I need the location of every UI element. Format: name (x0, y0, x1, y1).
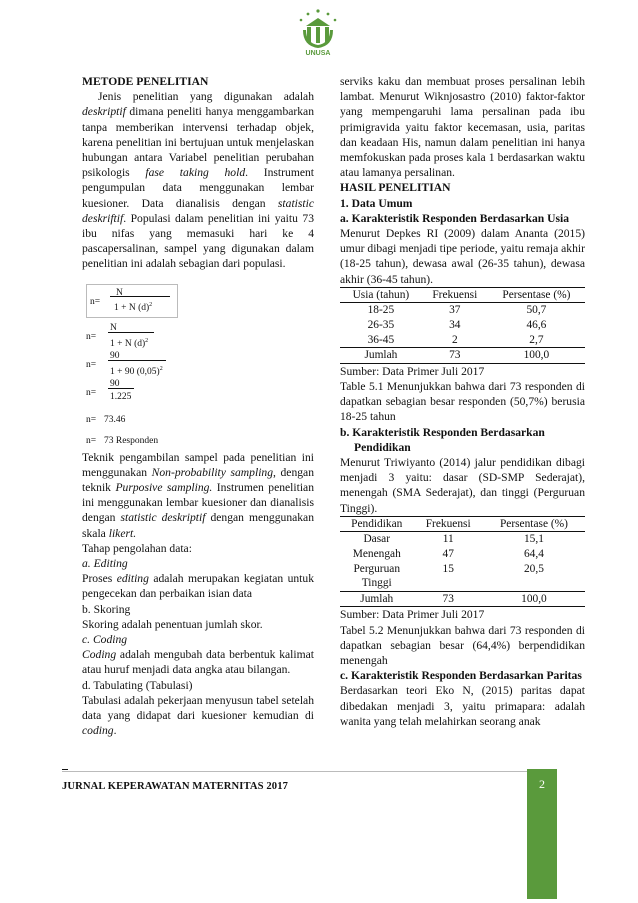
paritas-paragraph: Berdasarkan teori Eko N, (2015) paritas dapat dibedakan menjadi 3, yaitu primapara: adalah wanita yang telah melahirkan seorang anak (340, 684, 585, 728)
table-cell: 73 (449, 349, 461, 362)
step1-n-eq: n= (86, 331, 97, 342)
table-cell: 34 (449, 319, 461, 332)
skoring-paragraph: Skoring adalah penentuan jumlah skor. (82, 617, 263, 631)
sample-size-formula (82, 284, 314, 446)
table-pendidikan (340, 516, 585, 608)
table-row (340, 547, 585, 562)
subheading-pendidikan: b. Karakteristik Responden Berdasarkan Pendidikan (340, 425, 545, 454)
table-cell: Menengah (352, 548, 401, 561)
table-cell: 2,7 (529, 333, 544, 346)
subheading-usia: a. Karakteristik Responden Berdasarkan Usia (340, 211, 569, 225)
section-heading-hasil: HASIL PENELITIAN (340, 181, 451, 195)
tabulating-label: d. Tabulating (Tabulasi) (82, 678, 193, 692)
table-header: Frekuensi (432, 288, 478, 301)
table-cell: 46,6 (526, 319, 547, 332)
table-row (340, 303, 585, 318)
formula-n-eq: n= (90, 296, 101, 307)
step3-n-eq: n= (86, 387, 97, 398)
table-cell: 11 (442, 533, 454, 546)
step2-numerator: 90 (110, 350, 120, 361)
step4-value: 73.46 (104, 414, 126, 425)
page-number-box (527, 769, 557, 899)
method-paragraph: Jenis penelitian yang digunakan adalah deskriptif dimana peneliti hanya menggambarkan tanpa memberikan intervensi terhadap objek, karena penelitian ini bertujuan untuk menjelaskan hubungan antara Variabel penelitian perubahan psikologis fase taking hold. Instrument pengumpulan data menggunakan lembar kuesioner. Data dianalisis dengan statistic deskriftif. Populasi dalam penelitian ini yaitu 73 ibu nifas yang memasuki hari ke 4 pascapersalinan, sampel yang digunakan dalam penelitian ini adalah sebagian dari populasi. (82, 90, 314, 271)
table-header: Frekuensi (425, 517, 471, 530)
usia-paragraph: Menurut Depkes RI (2009) dalam Ananta (2015) umur dibagi menjadi tipe periode, yaitu remaja akhir (18-25 tahun), dewasa awal (26-35 tahun), dewasa akhir (36-45 tahun). (340, 227, 585, 286)
table-cell: Jumlah (364, 349, 398, 362)
tabulating-paragraph: Tabulasi adalah pekerjaan menyusun tabel setelah data yang didapat dari kuesioner kemudian di coding. (82, 693, 314, 738)
table-source: Sumber: Data Primer Juli 2017 (340, 608, 485, 622)
table-header: Pendidikan (351, 517, 403, 530)
subheading-paritas: c. Karakteristik Responden Berdasarkan Paritas (340, 669, 582, 683)
step1-numerator: N (110, 322, 117, 333)
table-header: Usia (tahun) (352, 288, 410, 301)
footer-tick (62, 769, 68, 770)
table-cell: 15,1 (523, 533, 544, 546)
table-cell: 15 (442, 562, 454, 575)
table-source: Sumber: Data Primer Juli 2017 (340, 364, 485, 378)
table-cell: 47 (442, 548, 454, 561)
page-number: 2 (539, 777, 545, 791)
step3-fraction-line (108, 388, 134, 389)
table-row (340, 318, 585, 333)
table-cell: 18-25 (367, 304, 395, 317)
table-cell: Dasar (363, 533, 391, 546)
footer-rule (62, 771, 527, 772)
formula-denominator-1: 1 + N $(d)^2$ (114, 301, 153, 313)
table-row (340, 562, 585, 592)
step3-numerator: 90 (110, 378, 120, 389)
table-cell: 26-35 (367, 319, 395, 332)
step1-denominator: 1 + N $(d)^2$ (110, 337, 149, 349)
table-cell: 73 (442, 592, 454, 605)
table-cell: 37 (449, 304, 461, 317)
step2-n-eq: n= (86, 359, 97, 370)
editing-paragraph: Proses editing adalah merupakan kegiatan untuk pengecekan dan perbaikan isian data (82, 572, 314, 601)
table-cell: 100,0 (521, 592, 547, 605)
table-cell: 100,0 (523, 349, 550, 362)
table-cell: 50,7 (526, 304, 547, 317)
step2-fraction-line (108, 360, 166, 361)
sampling-paragraph: Teknik pengambilan sampel pada penelitian ini menggunakan Non-probability sampling, dengan teknik Purposive sampling. Instrumen penelitian ini menggunakan lembar kuesioner dan dianalisis dengan statistic deskriptif dengan menggunakan skala likert. (82, 450, 314, 540)
table-row (340, 333, 585, 348)
step5-n-eq: n= (86, 435, 97, 446)
table-total-row (340, 348, 585, 364)
step5-value: 73 Responden (104, 435, 159, 446)
table-cell: 64,4 (523, 548, 544, 561)
step3-denominator: 1.225 (110, 391, 132, 402)
persalinan-paragraph: serviks kaku dan membuat proses persalinan lebih lambat. Menurut Wiknjosastro (2010) faktor-faktor yang mempengaruhi lama persalinan pada ibu primigravida yaitu faktor kecemasan, usia, paritas dan keadaan His, namun dalam penelitian ini hanya memfokuskan pada proses kala 1 berdasarkan waktu atau lamanya persalinan. (340, 75, 585, 180)
table-cell: 36-45 (367, 333, 395, 346)
table-total-row (340, 591, 585, 607)
coding-paragraph: Coding adalah mengubah data berbentuk kalimat atau huruf menjadi data angka atau bilangan. (82, 648, 314, 677)
table-cell: 2 (451, 333, 458, 346)
pendidikan-paragraph: Menurut Triwiyanto (2014) jalur pendidikan dibagi menjadi 3 yaitu: dasar (SD-SMP Sederajat), menengah (SMA Sederajat), dan tinggi (Perguruan Tinggi). (340, 456, 585, 515)
table-cell: Jumlah (360, 592, 394, 605)
formula-fraction-line (110, 296, 170, 297)
table1-description: Table 5.1 Menunjukkan bahwa dari 73 responden di dapatkan sebagian besar responden (50,7%) berusia 18-25 tahun (340, 380, 585, 424)
coding-label: c. Coding (82, 633, 128, 647)
table2-description: Tabel 5.2 Menunjukkan bahwa dari 73 responden di dapatkan sebagian besar (64,4%) berpendidikan menengah (340, 623, 585, 668)
step2-denominator: 1 + 90 $(0,05)^2$ (110, 365, 163, 377)
table-cell: 20,5 (523, 562, 544, 575)
table-usia (340, 287, 585, 364)
editing-label: a. Editing (82, 557, 128, 571)
formula-numerator: N (116, 287, 123, 298)
section-heading-metode: METODE PENELITIAN (82, 75, 209, 88)
step1-fraction-line (108, 332, 154, 333)
table-cell: Perguruan Tinggi (353, 562, 401, 590)
data-umum-heading: 1. Data Umum (340, 196, 413, 210)
logo-text: UNUSA (305, 50, 331, 57)
right-column (340, 74, 585, 729)
tahap-label: Tahap pengolahan data: (82, 541, 192, 555)
journal-name: JURNAL KEPERAWATAN MATERNITAS 2017 (62, 781, 288, 792)
left-column (82, 74, 314, 739)
table-header: Persentase (%) (502, 288, 571, 301)
skoring-label: b. Skoring (82, 602, 131, 616)
table-header: Persentase (%) (499, 517, 568, 530)
table-row (340, 532, 585, 547)
step4-n-eq: n= (86, 414, 97, 425)
